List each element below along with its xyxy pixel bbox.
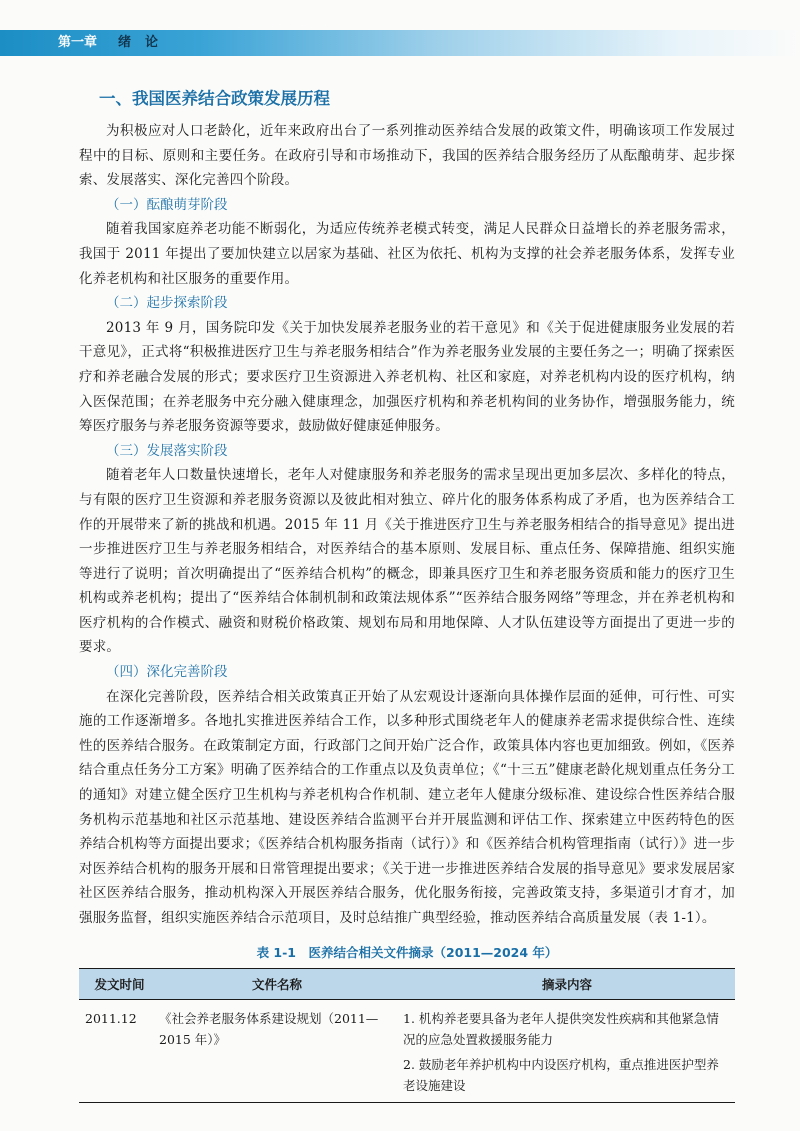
stage-4-paragraph: 在深化完善阶段，医养结合相关政策真正开始了从宏观设计逐渐向具体操作层面的延伸，可行性、可实施的工作逐渐增多。各地扎实推进医养结合工作，以多种形式围绕老年人的健康养老需求提供综合性、连续性的医养结合服务。在政策制定方面，行政部门之间开始广泛合作，政策具体内容也更加细致。例如，《医养结合重点任务分工方案》明确了医养结合的工作重点以及负责单位；《“十三五”健康老龄化规划重点任务分工的通知》对建立健全医疗卫生机构与养老机构合作机制、建立老年人健康分级标准、建设综合性医养结合服务机构示范基地和社区示范基地、建设医养结合监测平台并开展监测和评估工作、探索建立中医药特色的医养结合机构等方面提出要求；《医养结合机构服务指南（试行）》和《医养结合机构管理指南（试行）》进一步对医养结合机构的服务开展和日常管理提出要求；《关于进一步推进医养结合发展的指导意见》要求发展居家社区医养结合服务，推动机构深入开展医养结合服务，优化服务衔接，完善政策支持，多渠道引才育才，加强服务监督，组织实施医养结合示范项目，及时总结推广典型经验，推动医养结合高质量发展（表 1-1）。: [79, 688, 735, 926]
intro-paragraph: 为积极应对人口老龄化，近年来政府出台了一系列推动医养结合发展的政策文件，明确该项工作发展过程中的目标、原则和主要任务。在政府引导和市场推动下，我国的医养结合服务经历了从酝酿萌芽、起步探索、发展落实、深化完善四个阶段。: [79, 123, 735, 189]
header-date: 发文时间: [79, 968, 155, 999]
header-name: 文件名称: [155, 968, 399, 999]
row-summary: [399, 999, 735, 1102]
summary-item: 2. 鼓励老年养护机构中内设医疗机构，重点推进医护型养老设施建设: [403, 1056, 719, 1093]
stage-1-paragraph: 随着我国家庭养老功能不断弱化，为适应传统养老模式转变，满足人民群众日益增长的养老服务需求，我国于 2011 年提出了要加快建立以居家为基础、社区为依托、机构为支撑的社会养老服务体系，发挥专业化养老机构和社区服务的重要作用。: [79, 221, 735, 287]
stage-3-paragraph: 随着老年人口数量快速增长，老年人对健康服务和养老服务的需求呈现出更加多层次、多样化的特点，与有限的医疗卫生资源和养老服务资源以及彼此相对独立、碎片化的服务体系构成了矛盾，也为医养结合工作的开展带来了新的挑战和机遇。2015 年 11 月《关于推进医疗卫生与养老服务相结合的指导意见》提出进一步推进医疗卫生与养老服务相结合，对医养结合的基本原则、发展目标、重点任务、保障措施、组织实施等进行了说明；首次明确提出了“医养结合机构”的概念，即兼具医疗卫生和养老服务资质和能力的医疗卫生机构或养老机构；提出了“医养结合体制机制和政策法规体系”“医养结合服务网络”等理念，并在养老机构和医疗机构的合作模式、融资和财税价格政策、规划布局和用地保障、人才队伍建设等方面提出了更进一步的要求。: [79, 467, 735, 656]
row-date: 2011.12: [79, 999, 155, 1102]
header-summary: 摘录内容: [399, 968, 735, 999]
stage-2-title: （二）起步探索阶段: [106, 295, 228, 312]
policy-table: [79, 968, 735, 1103]
section-title: 一、我国医养结合政策发展历程: [99, 89, 330, 108]
stage-3-title: （三）发展落实阶段: [106, 442, 228, 459]
chapter-title: 绪论: [118, 35, 173, 50]
stage-1-title: （一）酝酿萌芽阶段: [106, 196, 228, 213]
chapter-label: 第一章: [58, 35, 98, 50]
stage-2-paragraph: 2013 年 9 月，国务院印发《关于加快发展养老服务业的若干意见》和《关于促进健康服务业发展的若干意见》，正式将“积极推进医疗卫生与养老服务相结合”作为养老服务业发展的主要任务之一；明确了探索医疗和养老融合发展的形式；要求医疗卫生资源进入养老机构、社区和家庭，对养老机构内设的医疗机构，纳入医保范围；在养老服务中充分融入健康理念，加强医疗机构和养老机构间的业务协作，增强服务能力，统筹医疗服务与养老服务资源等要求，鼓励做好健康延伸服务。: [79, 319, 735, 435]
table-header-row: [79, 968, 735, 999]
table-caption: 表 1-1 医养结合相关文件摘录（2011—2024 年）: [256, 944, 558, 960]
page-content: [79, 86, 735, 1103]
stage-4-title: （四）深化完善阶段: [106, 664, 228, 681]
row-name: 《社会养老服务体系建设规划（2011—2015 年）》: [155, 999, 399, 1102]
table-row: [79, 999, 735, 1102]
summary-item: 1. 机构养老要具备为老年人提供突发性疾病和其他紧急情况的应急处置救援服务能力: [403, 1010, 719, 1047]
